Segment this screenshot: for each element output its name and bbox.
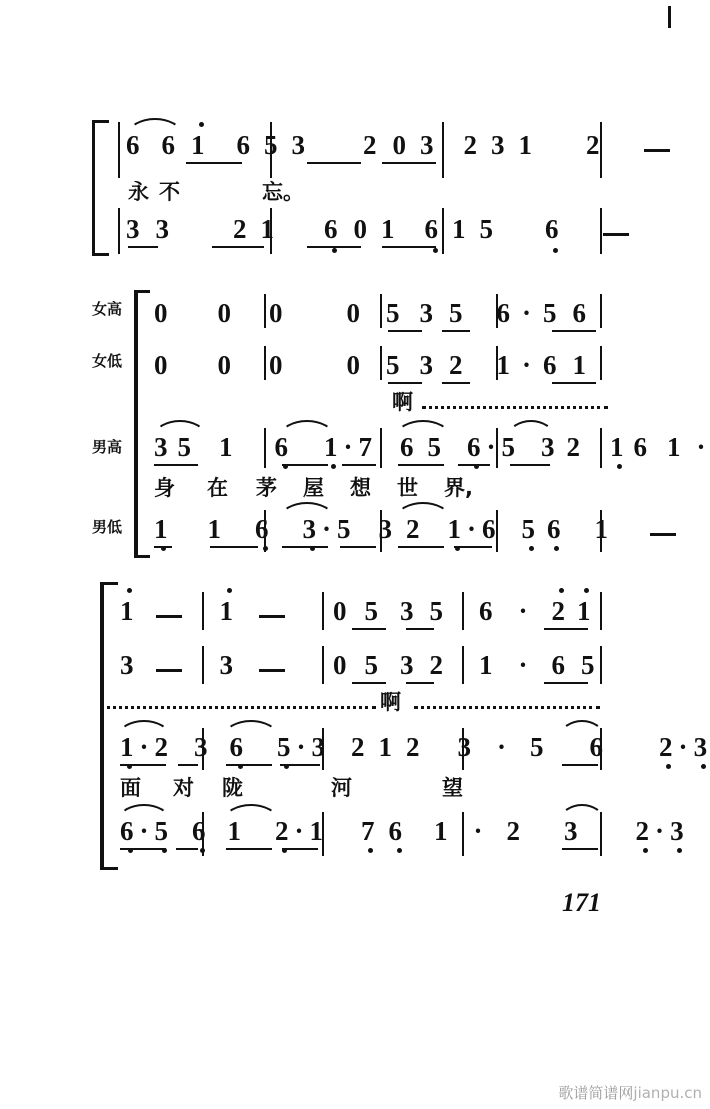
sustain-dash (156, 615, 182, 618)
lyric-syllable: 在 (207, 476, 228, 500)
beam (210, 546, 258, 548)
note: 5 (264, 130, 278, 160)
beam (382, 162, 436, 164)
note: 2 (636, 818, 650, 845)
barline (600, 646, 602, 684)
note: 3 (694, 734, 708, 761)
note: · (522, 350, 532, 380)
note: 3 (155, 214, 169, 244)
note: 6 (192, 818, 206, 845)
staff-notes-soprano (154, 300, 586, 327)
note: 0 (154, 298, 168, 328)
slur (118, 804, 170, 820)
barline (600, 294, 602, 328)
note: 5 (277, 734, 291, 761)
staff-notes-tenor (154, 434, 706, 461)
beam (544, 682, 588, 684)
note: 5 (479, 214, 493, 244)
sustain-dash (644, 149, 670, 152)
note: · (518, 596, 528, 626)
note: 5 (177, 432, 191, 462)
lyric-syllable: 对 (173, 776, 194, 800)
lyric-syllable: 陇 (222, 776, 243, 800)
lyric-syllable: 界, (444, 476, 473, 500)
note: 6 (543, 350, 557, 380)
note: 3 (311, 732, 326, 762)
note: · (473, 816, 483, 846)
staff-notes-bass (120, 818, 684, 845)
note: 0 (333, 596, 347, 626)
staff-notes-tenor (120, 734, 707, 761)
slur (128, 118, 182, 134)
note: 1 (452, 214, 466, 244)
note: · (522, 298, 532, 328)
note: 1 (572, 350, 587, 380)
beam (510, 464, 550, 466)
barline (118, 208, 120, 254)
sustain-dash (603, 233, 629, 236)
beam (176, 848, 198, 850)
note: 6 (633, 432, 648, 462)
beam (226, 764, 272, 766)
lyric-syllable: 望 (442, 776, 463, 800)
note: 6 (467, 434, 481, 461)
note: 5 (364, 596, 378, 626)
note: 5 (530, 732, 544, 762)
note: 2 (233, 214, 247, 244)
beam (342, 464, 376, 466)
lyric-syllable: 永 (128, 180, 149, 204)
note: 1 (207, 514, 221, 544)
note: 1 (120, 734, 134, 761)
beam (458, 464, 490, 466)
note: 0 (333, 650, 347, 680)
note: 6 (589, 732, 604, 762)
note: 3 (219, 650, 233, 680)
note: 6 (479, 596, 493, 626)
watermark (558, 1082, 702, 1103)
barline (118, 122, 120, 178)
note: 5 (364, 650, 378, 680)
staff-notes (126, 216, 629, 243)
beam (552, 382, 596, 384)
note: 2 (406, 514, 420, 544)
note: 2 (659, 734, 673, 761)
note: 6 (545, 216, 559, 243)
note: · (696, 432, 706, 462)
staff-lyrics-tenor (120, 778, 463, 800)
note: · (296, 732, 306, 762)
lyric-syllable: 世 (397, 476, 418, 500)
note: 2 (463, 130, 477, 160)
note: · (655, 816, 665, 846)
note: 3 (457, 732, 472, 762)
note: 1 (191, 132, 205, 159)
note: 0 (269, 350, 283, 380)
beam (226, 848, 272, 850)
note: 5 (427, 432, 442, 462)
staff-lyrics (128, 182, 304, 204)
beam (154, 464, 198, 466)
note: 3 (670, 818, 684, 845)
note: 2 (406, 732, 420, 762)
note: 0 (154, 350, 168, 380)
beam (282, 848, 318, 850)
beam (120, 848, 166, 850)
beam (406, 682, 434, 684)
sustain-dash (259, 615, 285, 618)
note: 3 (400, 596, 414, 626)
note: 3 (291, 130, 305, 160)
note: 5 (155, 818, 169, 845)
staff-notes-alto (120, 652, 595, 679)
note: · (518, 650, 528, 680)
note: 3 (400, 650, 414, 680)
beam (280, 764, 320, 766)
lyric-extension-dots (422, 406, 608, 409)
note: 0 (353, 214, 367, 244)
note: 1 (219, 432, 233, 462)
note: 6 (482, 514, 496, 544)
lyric-syllable: 面 (120, 776, 141, 800)
beam (340, 546, 376, 548)
note: 1 (610, 434, 624, 461)
lyric-extension-dots (100, 706, 376, 709)
lyric-syllable: 屋 (303, 476, 324, 500)
beam (154, 546, 172, 548)
note: 2 (351, 732, 365, 762)
beam (454, 546, 492, 548)
note: · (294, 816, 304, 846)
note: 2 (586, 130, 600, 160)
note: 6 (425, 216, 439, 243)
note: 3 (378, 514, 393, 544)
note: 0 (217, 350, 231, 380)
beam (382, 246, 436, 248)
note: 0 (392, 130, 406, 160)
note: 2 (154, 732, 169, 762)
note: 6 (496, 298, 510, 328)
note: 6 (547, 516, 561, 543)
beam (282, 546, 328, 548)
note: 5 (501, 432, 516, 462)
slur (280, 502, 334, 518)
note: 2 (566, 432, 581, 462)
note: 1 (577, 598, 591, 625)
beam (352, 628, 386, 630)
note: 6 (324, 216, 338, 243)
slur (560, 804, 604, 820)
staff-notes-alto (154, 352, 586, 379)
staff-notes-bass (154, 516, 676, 543)
lyric-syllable: 忘。 (262, 180, 304, 204)
note: 3 (120, 650, 134, 680)
slur (280, 420, 334, 436)
note: 1 (496, 350, 510, 380)
beam (178, 764, 198, 766)
note: · (322, 514, 332, 544)
note: 3 (419, 298, 433, 328)
note: 5 (522, 516, 536, 543)
note: 2 (552, 598, 566, 625)
note: 1 (448, 516, 462, 543)
system-3 (92, 580, 708, 870)
note: 5 (449, 298, 463, 328)
note: · (467, 514, 477, 544)
beam (398, 546, 444, 548)
note: 5 (581, 650, 595, 680)
note: · (497, 732, 507, 762)
slur (508, 420, 554, 436)
note: · (343, 432, 353, 462)
note: · (139, 816, 149, 846)
slur (224, 720, 278, 736)
note: 2 (506, 816, 521, 846)
note: · (678, 732, 688, 762)
system-3-brace (100, 582, 118, 870)
note: 1 (227, 816, 242, 846)
beam (307, 162, 361, 164)
slur (396, 420, 450, 436)
note: 1 (309, 816, 324, 846)
note: 2 (429, 650, 443, 680)
corner-tick-mark (668, 6, 671, 28)
note: 1 (378, 732, 393, 762)
lyric-syllable: 想 (350, 476, 371, 500)
system-1-brace (92, 120, 109, 256)
note: 0 (346, 350, 360, 380)
beam (552, 330, 596, 332)
note: 6 (400, 432, 414, 462)
beam (282, 464, 328, 466)
page-number: 171 (562, 888, 601, 917)
note: 2 (363, 130, 377, 160)
voice-label-bass: 男低 (92, 518, 123, 536)
barline (600, 346, 602, 380)
note: 3 (420, 130, 434, 160)
note: 6 (551, 650, 566, 680)
note: 6 (389, 818, 403, 845)
lyric-ah: 啊 (392, 390, 413, 414)
note: 7 (358, 432, 373, 462)
note: 1 (220, 598, 234, 625)
note: 6 (572, 298, 587, 328)
beam (442, 330, 470, 332)
lyric-syllable: 身 (154, 476, 175, 500)
slur (154, 420, 206, 436)
lyric-syllable: 茅 (256, 476, 277, 500)
sustain-dash (259, 669, 285, 672)
note: · (486, 432, 496, 462)
note: 5 (337, 514, 351, 544)
note: 1 (381, 214, 395, 244)
note: 5 (429, 596, 443, 626)
note: 1 (518, 130, 532, 160)
slur (560, 720, 604, 736)
sustain-dash (650, 533, 676, 536)
voice-label-alto: 女低 (92, 352, 123, 370)
beam (186, 162, 242, 164)
beam (562, 764, 598, 766)
note: 6 (126, 130, 140, 160)
note: 3 (491, 130, 505, 160)
sustain-dash (156, 669, 182, 672)
slur (396, 502, 450, 518)
note: 1 (594, 514, 609, 544)
beam (398, 464, 444, 466)
slur (224, 804, 278, 820)
beam (120, 764, 166, 766)
note: 3 (126, 214, 140, 244)
note: · (139, 732, 149, 762)
note: 1 (260, 214, 274, 244)
voice-label-tenor: 男高 (92, 438, 123, 456)
lyric-syllable: 不 (159, 180, 180, 204)
lyric-syllable: 河 (331, 776, 352, 800)
staff-lyrics-tenor (154, 478, 473, 500)
watermark-cn: 歌谱简谱网 (558, 1084, 634, 1102)
beam (128, 246, 158, 248)
note: 1 (324, 434, 338, 461)
note: 1 (154, 516, 168, 543)
note: 2 (449, 350, 463, 380)
note: 3 (541, 432, 555, 462)
system-2-brace (134, 290, 150, 558)
note: 6 (236, 130, 250, 160)
note: 3 (303, 516, 317, 543)
beam (352, 682, 386, 684)
beam (562, 848, 598, 850)
note: 3 (154, 432, 168, 462)
system-2 (92, 288, 706, 558)
note: 6 (120, 818, 134, 845)
note: 1 (120, 598, 134, 625)
beam (307, 246, 361, 248)
staff-notes (126, 132, 670, 159)
watermark-en: jianpu.cn (633, 1084, 702, 1102)
beam (388, 382, 422, 384)
note: 2 (275, 818, 289, 845)
note: 3 (564, 816, 578, 846)
beam (406, 628, 434, 630)
note: 6 (275, 434, 289, 461)
beam (388, 330, 422, 332)
voice-label-soprano: 女高 (92, 300, 123, 318)
barline (600, 592, 602, 630)
note: 0 (346, 298, 360, 328)
lyric-ah: 啊 (380, 690, 401, 714)
note: 0 (217, 298, 231, 328)
note: 1 (434, 816, 448, 846)
note: 5 (386, 350, 400, 380)
note: 6 (230, 734, 244, 761)
note: 3 (419, 350, 433, 380)
note: 3 (194, 732, 208, 762)
note: 5 (543, 298, 557, 328)
system-1 (92, 110, 612, 255)
note: 0 (269, 298, 283, 328)
note: 1 (479, 650, 493, 680)
beam (544, 628, 588, 630)
note: 6 (255, 516, 269, 543)
beam (212, 246, 264, 248)
slur (118, 720, 170, 736)
note: 7 (361, 818, 375, 845)
lyric-extension-dots (414, 706, 600, 709)
note: 1 (667, 432, 681, 462)
staff-notes-soprano (120, 598, 591, 625)
note: 6 (161, 130, 175, 160)
beam (442, 382, 470, 384)
note: 5 (386, 298, 400, 328)
